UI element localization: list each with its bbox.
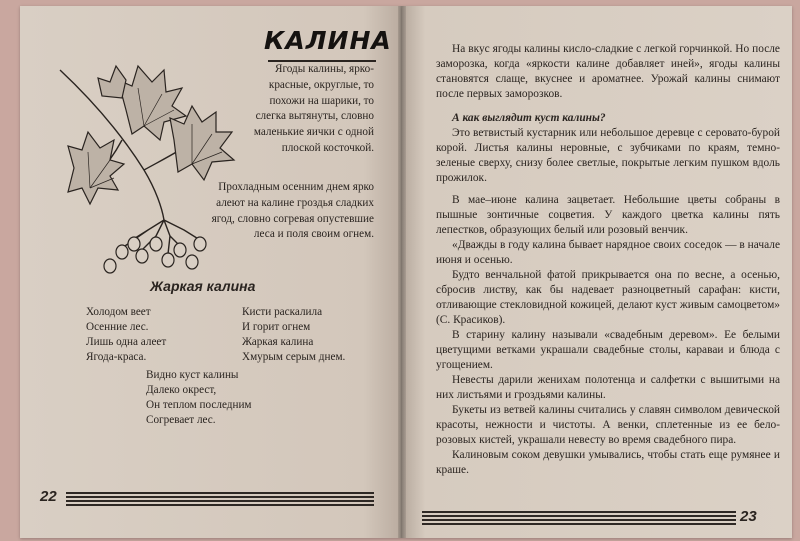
paragraph: Невесты дарили женихам полотенца и салфетки с вышитыми на них листьями и гроздьями калины.	[436, 374, 780, 401]
poem-line: Хмурым серым днем.	[242, 351, 346, 363]
poem-line: Кисти раскалила	[242, 306, 323, 318]
book-gutter	[398, 6, 406, 538]
footer-rules-left	[66, 492, 374, 508]
paragraph: Букеты из ветвей калины считались у славян символом девической красоты, нежности и чистоты. А венки, сплетенные из ее бело-розовых кистей, украшали невесту во время свадебного пира.	[436, 404, 780, 446]
poem-stanza-3	[146, 368, 252, 428]
page-title: КАЛИНА	[264, 26, 392, 55]
intro-text-continued	[210, 180, 374, 243]
paragraph: Это ветвистый кустарник или небольшое деревце с серовато-бурой корой. Листья калины неровные, с зубчиками по краям, темно-зеленые сверху, снизу более светлые, покрытые легким пушком вдоль прожилок.	[436, 127, 780, 184]
paragraph: «Дважды в году калина бывает нарядное своих соседок — в начале июня и осенью.	[436, 239, 780, 266]
poem-line: Он теплом последним	[146, 399, 252, 411]
page-number-right: 23	[740, 508, 757, 525]
poem-line: Согревает лес.	[146, 414, 216, 426]
paragraph: На вкус ягоды калины кисло-сладкие с легкой горчинкой. Но после заморозка, когда «яркости калине добавляет иней», ягоды калины становятся слаще, вкуснее и ароматнее. Урожай калины снимают после первых заморозков.	[436, 43, 780, 100]
poem-line: И горит огнем	[242, 321, 311, 333]
poem-line: Холодом веет	[86, 306, 151, 318]
page-number-left: 22	[40, 488, 57, 505]
poem-line: Ягода-краса.	[86, 351, 147, 363]
right-page-text	[436, 42, 780, 478]
poem-line: Далеко окрест,	[146, 384, 217, 396]
intro-paragraph: Ягоды калины, ярко-красные, округлые, то похожи на шарики, то слегка вытянуты, словно маленькие яички с одной плоской косточкой.	[253, 63, 374, 154]
poem-title: Жаркая калина	[150, 278, 256, 294]
poem-line: Видно куст калины	[146, 369, 239, 381]
paragraph: Калиновым соком девушки умывались, чтобы стать еще румянее и краше.	[436, 449, 780, 476]
paragraph: В старину калину называли «свадебным деревом». Ее белыми цветущими ветками украшали свадебные столы, караваи и блюда с угощением.	[436, 329, 780, 371]
poem-line: Жаркая калина	[242, 336, 314, 348]
poem-line: Лишь одна алеет	[86, 336, 167, 348]
section-question: А как выглядит куст калины?	[452, 112, 606, 124]
poem-stanza-2	[242, 305, 345, 365]
intro-paragraph: Прохладным осенним днем ярко алеют на калине гроздья сладких ягод, словно согревая опустевшие леса и поля своим огнем.	[211, 181, 374, 241]
poem-line: Осенние лес.	[86, 321, 149, 333]
poem-stanza-1	[86, 305, 166, 365]
paragraph: Будто венчальной фатой прикрывается она по весне, а осенью, сбросив листву, как бы надевает разноцветный сарафан: кисти, отливающие стекловидной кожицей, делают куст живым самоцветом» (С. Красиков).	[436, 269, 780, 326]
footer-rules-right	[422, 511, 736, 527]
paragraph: В мае–июне калина зацветает. Небольшие цветы собраны в пышные зонтичные соцветия. У каждого цветка калины пять лепестков, образующих белый или розовый венчик.	[436, 194, 780, 236]
intro-text	[242, 62, 374, 157]
